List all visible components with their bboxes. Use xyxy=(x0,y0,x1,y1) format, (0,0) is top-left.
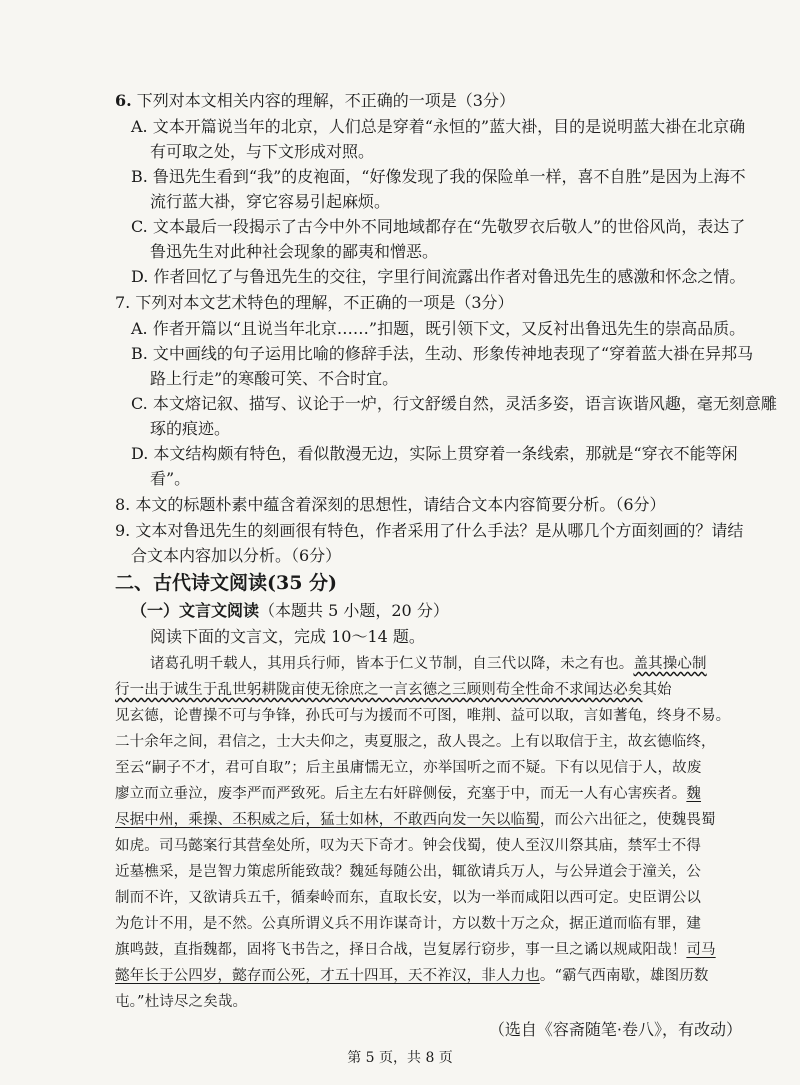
q6-option-b-line2: 流行蓝大褂，穿它容易引起麻烦。 xyxy=(150,192,391,211)
passage-line-12 xyxy=(115,939,716,961)
q7-option-d-line2: 看”。 xyxy=(150,469,191,488)
underlined-sentence: 懿年长于公四岁，懿存而公死，才五十四耳，天不祚汉，非人力也 xyxy=(115,968,540,984)
q7-option-c-line2: 琢的痕迹。 xyxy=(150,419,231,438)
passage-line-2 xyxy=(115,679,672,701)
question-9-line2: 合文本内容加以分析。（6分） xyxy=(131,546,342,565)
question-number: 6. xyxy=(115,91,132,110)
page-footer: 第 5 页，共 8 页 xyxy=(347,1050,453,1066)
passage-text: ，而公六出征之，使魏畏蜀 xyxy=(539,812,716,828)
passage-source: （选自《容斋随笔·卷八》，有改动） xyxy=(488,1020,742,1039)
passage-line-4: 二十余年之间，君信之，士大夫仰之，夷夏服之，敌人畏之。上有以取信于主，故玄德临终， xyxy=(115,734,716,750)
passage-line-6 xyxy=(115,783,701,805)
passage-line-7 xyxy=(115,809,716,831)
question-6-stem xyxy=(115,90,515,112)
q6-option-c-line2: 鲁迅先生对此种社会现象的鄙夷和憎恶。 xyxy=(150,242,439,261)
passage-text: 其始 xyxy=(642,682,672,698)
section-title: 二、古代诗文阅读(35 分) xyxy=(115,572,338,594)
q6-option-b-line1: B. 鲁迅先生看到“我”的皮袍面，“好像发现了我的保险单一样，喜不自胜”是因为上海不 xyxy=(131,167,746,186)
passage-line-10: 制而不许，又欲请兵五千，循秦岭而东，直取长安，以为一举而咸阳以西可定。史臣谓公以 xyxy=(115,890,701,906)
passage-line-5: 至云“嗣子不才，君可自取”；后主虽庸懦无立，亦举国听之而不疑。下有以见信于人，故废 xyxy=(115,760,702,776)
passage-text: 旗鸣鼓，直指魏都，固将飞书告之，择日合战，岂复孱行窃步，事一旦之谲以规咸阳哉！ xyxy=(115,942,687,958)
question-7-stem: 7. 下列对本文艺术特色的理解，不正确的一项是（3分） xyxy=(115,293,514,312)
subsection-heading xyxy=(131,600,449,622)
underlined-sentence: 魏 xyxy=(686,786,702,802)
q6-option-a-line2: 有可取之处，与下文形成对照。 xyxy=(150,142,375,161)
question-9-line1: 9. 文本对鲁迅先生的刻画很有特色，作者采用了什么手法？是从哪几个方面刻画的？请结 xyxy=(115,521,744,540)
q7-option-b-line2: 路上行走”的寒酸可笑、不合时宜。 xyxy=(150,369,399,388)
q7-option-a-line1: A. 作者开篇以“且说当年北京……”扣题，既引领下文，又反衬出鲁迅先生的崇高品质。 xyxy=(131,319,746,338)
passage-line-11: 为危计不用，是不然。公真所谓义兵不用诈谋奇计，方以数十万之众，据正道而临有罪，建 xyxy=(115,916,701,932)
passage-line-14: 屯。”杜诗尽之矣哉。 xyxy=(115,994,248,1010)
passage-text: 。“霸气西南歇，雄图历数 xyxy=(539,968,709,984)
reading-instruction: 阅读下面的文言文，完成 10～14 题。 xyxy=(150,627,425,646)
passage-text: 诸葛孔明千载人，其用兵行师，皆本于仁义节制，自三代以降，未之有也。 xyxy=(150,656,634,672)
underlined-sentence: 司马 xyxy=(686,942,716,958)
underlined-sentence: 尽据中州，乘操、丕积威之后，猛士如林，不敢西向发一矢以临蜀 xyxy=(115,812,540,828)
passage-line-13 xyxy=(115,965,709,987)
q7-option-d-line1: D. 本文结构颇有特色，看似散漫无边，实际上贯穿着一条线索，那就是“穿衣不能等闲 xyxy=(131,444,738,463)
underlined-sentence: 行一出于诚生于乱世躬耕陇亩使无徐庶之一言玄德之三顾则苟全性命不求闻达必矣 xyxy=(115,682,643,698)
q6-option-c-line1: C. 文本最后一段揭示了古今中外不同地域都存在“先敬罗衣后敬人”的世俗风尚，表达了 xyxy=(131,217,746,236)
question-8-stem: 8. 本文的标题朴素中蕴含着深刻的思想性，请结合文本内容简要分析。（6分） xyxy=(115,495,666,514)
passage-line-3: 见玄德，论曹操不可与争锋，孙氏可与为援而不可图，唯荆、益可以取，言如蓍龟，终身不易。 xyxy=(115,708,731,724)
passage-line-9: 近墓樵采，是岂智力策虑所能致哉？魏延每随公出，辄欲请兵万人，与公异道会于潼关，公 xyxy=(115,864,701,880)
underlined-sentence: 盖其操心制 xyxy=(633,656,707,672)
q6-option-a-line1: A. 文本开篇说当年的北京，人们总是穿着“永恒的”蓝大褂，目的是说明蓝大褂在北京确 xyxy=(131,117,746,136)
passage-line-1 xyxy=(150,653,707,675)
subsection-note: （本题共 5 小题，20 分） xyxy=(259,601,449,620)
question-6-stem-text: 下列对本文相关内容的理解，不正确的一项是（3分） xyxy=(131,91,515,110)
subsection-title: （一）文言文阅读 xyxy=(131,601,260,620)
passage-line-8: 如虎。司马懿案行其营垒处所，叹为天下奇才。钟会伐蜀，使人至汉川祭其庙，禁军士不得 xyxy=(115,838,701,854)
q6-option-d-line1: D. 作者回忆了与鲁迅先生的交往，字里行间流露出作者对鲁迅先生的感激和怀念之情。 xyxy=(131,267,746,286)
q7-option-b-line1: B. 文中画线的句子运用比喻的修辞手法，生动、形象传神地表现了“穿着蓝大褂在异邦马 xyxy=(131,344,754,363)
q7-option-c-line1: C. 本文熔记叙、描写、议论于一炉，行文舒缓自然，灵活多姿，语言诙谐风趣，毫无刻意雕 xyxy=(131,394,777,413)
passage-text: 廖立而立垂泣，废李严而严致死。后主左右奸辟侧佞，充塞于中，而无一人有心害疾者。 xyxy=(115,786,687,802)
